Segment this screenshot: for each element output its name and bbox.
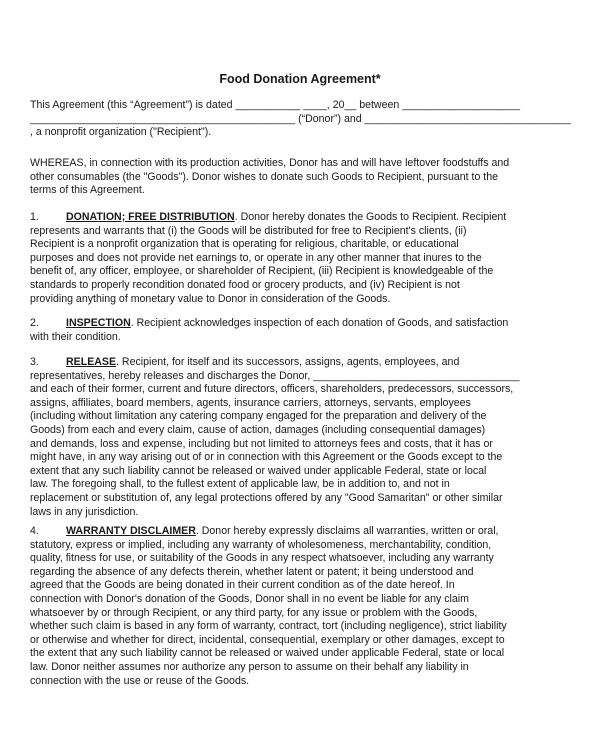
section-line: Goods) from each and every claim, cause of action, damages (including consequential damages) [30, 423, 486, 436]
section-heading: WARRANTY DISCLAIMER [66, 525, 196, 537]
section-line: regarding the absence of any defects therein, whether latent or patent; it being understood and [30, 565, 474, 578]
section-line: Recipient is a nonprofit organization that is operating for religious, charitable, or educational [30, 238, 459, 251]
section-heading-line [30, 211, 590, 225]
section-text: . Recipient acknowledges inspection of each donation of Goods, and satisfaction [130, 317, 509, 329]
section-line: or otherwise and whether for direct, incidental, consequential, exemplary or other damages, except to [30, 633, 505, 646]
section-line: law. The foregoing shall, to the fullest extent of applicable law, be in addition to, and not in [30, 478, 450, 491]
section-number: 1. [30, 211, 39, 223]
section-heading: INSPECTION [66, 317, 131, 329]
section-text: . Donor hereby expressly disclaims all warranties, written or oral, [195, 525, 499, 537]
whereas-line: other consumables (the "Goods"). Donor wishes to donate such Goods to Recipient, pursuant to the [30, 170, 499, 183]
section-line: represents and warrants that (i) the Goods will be distributed for free to Recipient's clients, (ii) [30, 224, 467, 237]
section-line: replacement or substitution of, any legal protections offered by any "Good Samaritan" or other similar [30, 491, 503, 504]
intro-line: , a nonprofit organization ("Recipient"). [30, 126, 212, 139]
section-warranty-disclaimer [30, 525, 590, 688]
section-text: . Donor hereby donates the Goods to Recipient. Recipient [234, 211, 507, 223]
section-line: the extent that any such liability cannot be released or waived under applicable Federal, state or local [30, 647, 505, 660]
document-title: Food Donation Agreement* [219, 72, 381, 86]
whereas-paragraph [30, 157, 590, 198]
section-line: and demands, loss and expense, including but not limited to attorneys fees and costs, that it has or [30, 437, 493, 450]
whereas-line: WHEREAS, in connection with its production activities, Donor has and will have leftover foodstuffs and [30, 157, 510, 169]
section-heading-line [30, 356, 590, 370]
section-heading: RELEASE [66, 356, 117, 368]
section-release [30, 356, 590, 519]
section-heading-line [30, 525, 590, 539]
section-line: statutory, express or implied, including any warranty of wholesomeness, merchantability, condition, [30, 538, 492, 551]
section-line: might have, in any way arising out of or in connection with this Agreement or the Goods except to the [30, 451, 503, 464]
section-line: (including without limitation any catering company engaged for the preparation and delivery of the [30, 410, 487, 423]
section-line: connection with the use or reuse of the Goods. [30, 674, 250, 687]
section-line: quality, fitness for use, or suitability of the Goods in any respect whatsoever, including any warranty [30, 552, 494, 565]
section-line: law. Donor neither assumes nor authorize any person to assume on their behalf any liability in [30, 660, 469, 673]
section-line: whatsoever by or through Recipient, or any third party, for any issue or problem with the Goods, [30, 606, 478, 619]
section-heading-line [30, 317, 590, 331]
section-line: purposes and does not provide net earnings to, or operate in any other manner that inures to the [30, 251, 482, 264]
section-inspection [30, 317, 590, 344]
section-line: benefit of, any officer, employee, or shareholder of Recipient, (iii) Recipient is knowledgeable of the [30, 265, 494, 278]
section-line: and each of their former, current and future directors, officers, shareholders, predecessors, successors, [30, 383, 514, 396]
section-number: 2. [30, 317, 39, 329]
section-text: . Recipient, for itself and its successors, assigns, agents, employees, and [116, 356, 460, 368]
section-line: assigns, affiliates, board members, agents, insurance carriers, attorneys, servants, employees [30, 396, 471, 409]
section-line: whether such claim is based in any form of warranty, contract, tort (including negligence), strict liability [30, 620, 507, 633]
section-number: 3. [30, 356, 39, 368]
section-line: extent that any such liability cannot be released or waived under applicable Federal, state or local [30, 464, 487, 477]
intro-line: This Agreement (this “Agreement”) is dated ___________ ____, 20__ between ____________________ [30, 99, 521, 111]
section-line: providing anything of monetary value to Donor in consideration of the Goods. [30, 292, 391, 305]
section-heading: DONATION; FREE DISTRIBUTION [66, 211, 235, 223]
section-line: standards to properly recondition donated food or grocery products, and (iv) Recipient is not [30, 278, 460, 291]
whereas-line: terms of this Agreement. [30, 184, 145, 197]
section-line: agreed that the Goods are being donated in their current condition as of the date hereof. In [30, 579, 455, 592]
intro-paragraph [30, 99, 590, 140]
section-line: with their condition. [30, 330, 121, 343]
intro-line: _____________________________________________ (“Donor”) and ___________________________________ [30, 112, 571, 125]
section-number: 4. [30, 525, 39, 537]
section-line: laws in any jurisdiction. [30, 505, 139, 518]
section-line: representatives, hereby releases and discharges the Donor, ___________________________________ [30, 369, 520, 382]
section-donation [30, 211, 590, 306]
section-line: connection with Donor's donation of the Goods, Donor shall in no event be liable for any claim [30, 592, 469, 605]
